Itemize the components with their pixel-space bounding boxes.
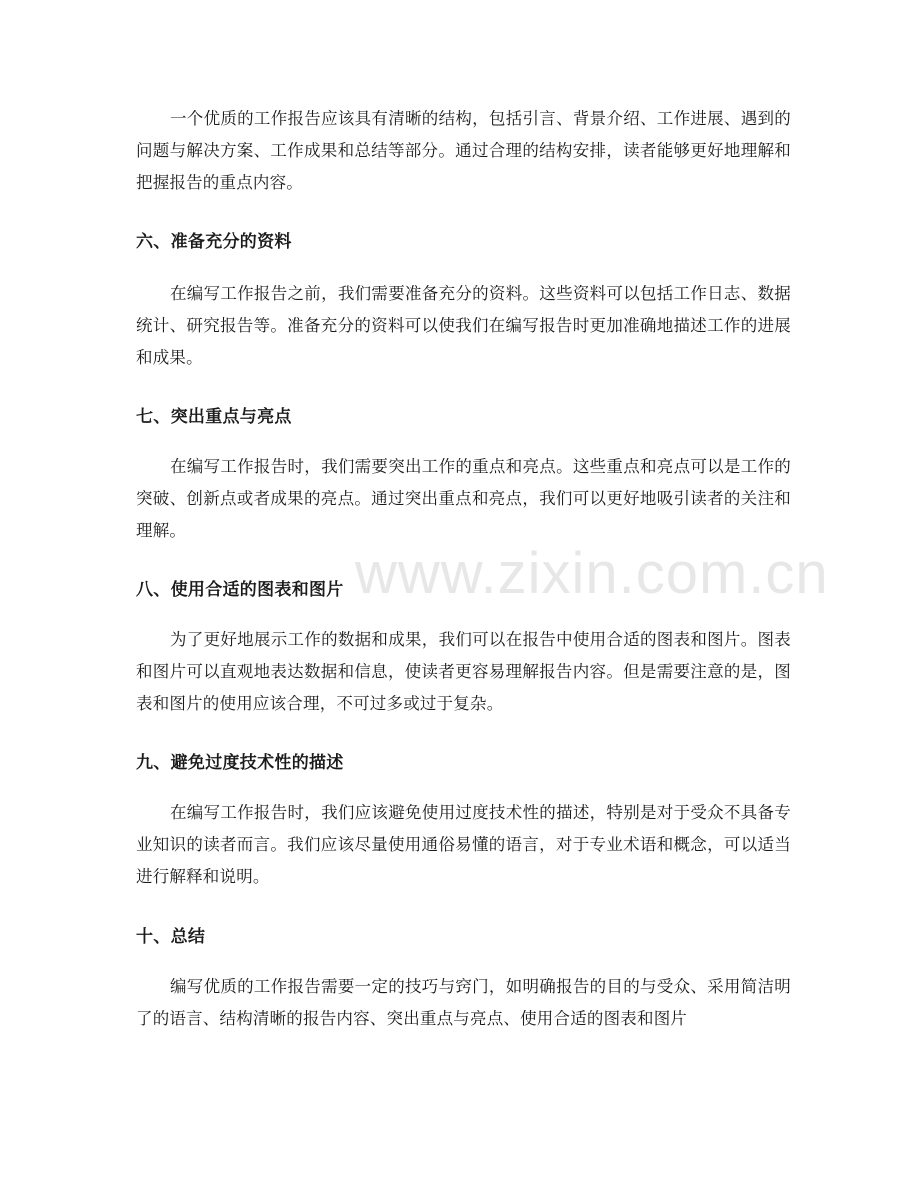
section-heading-9: 九、避免过度技术性的描述 xyxy=(136,753,344,773)
watermark: www.zixin.com.cn xyxy=(355,541,829,606)
section-heading-8: 八、使用合适的图表和图片 xyxy=(136,580,344,600)
section-heading-6: 六、准备充分的资料 xyxy=(136,232,292,252)
section-paragraph-6: 在编写工作报告之前，我们需要准备充分的资料。这些资料可以包括工作日志、数据统计、研究报告等。准备充分的资料可以使我们在编写报告时更加准确地描述工作的进展和成果。 xyxy=(136,284,791,367)
section-paragraph-8: 为了更好地展示工作的数据和成果，我们可以在报告中使用合适的图表和图片。图表和图片可以直观地表达数据和信息，使读者更容易理解报告内容。但是需要注意的是，图表和图片的使用应该合理，不可过多或过于复杂。 xyxy=(136,630,791,713)
section-heading-7: 七、突出重点与亮点 xyxy=(136,407,292,427)
section-paragraph-10: 编写优质的工作报告需要一定的技巧与窍门，如明确报告的目的与受众、采用简洁明了的语言、结构清晰的报告内容、突出重点与亮点、使用合适的图表和图片 xyxy=(136,977,791,1028)
intro-paragraph: 一个优质的工作报告应该具有清晰的结构，包括引言、背景介绍、工作进展、遇到的问题与解决方案、工作成果和总结等部分。通过合理的结构安排，读者能够更好地理解和把握报告的重点内容。 xyxy=(136,109,791,192)
section-heading-10: 十、总结 xyxy=(136,927,206,947)
section-paragraph-7: 在编写工作报告时，我们需要突出工作的重点和亮点。这些重点和亮点可以是工作的突破、创新点或者成果的亮点。通过突出重点和亮点，我们可以更好地吸引读者的关注和理解。 xyxy=(136,457,791,540)
section-paragraph-9: 在编写工作报告时，我们应该避免使用过度技术性的描述，特别是对于受众不具备专业知识的读者而言。我们应该尽量使用通俗易懂的语言，对于专业术语和概念，可以适当进行解释和说明。 xyxy=(136,803,791,886)
